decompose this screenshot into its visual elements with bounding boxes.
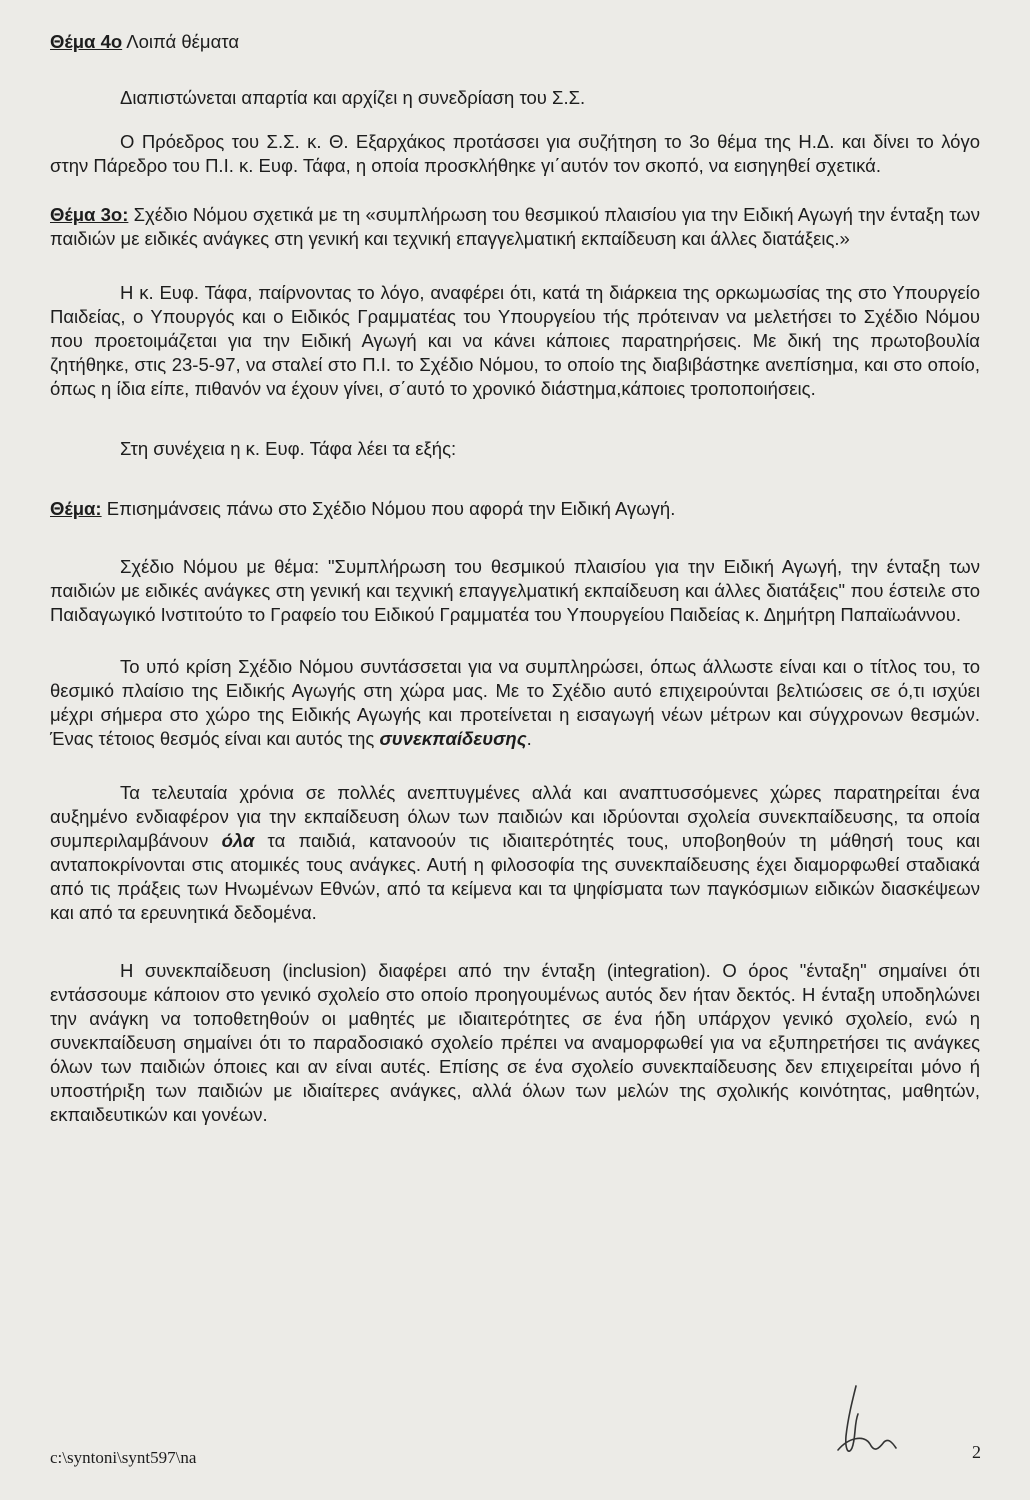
file-path: c:\syntoni\synt597\na: [50, 1448, 197, 1467]
topic3-text: Σχέδιο Νόμου σχετικά με τη «συμπλήρωση του θεσμικού πλαισίου για την Ειδική Αγωγή την ένταξη των παιδιών με ειδικές ανάγκες στη γενική και τεχνική επαγγελματική εκπαίδευση και άλλες διατάξεις.»: [50, 204, 980, 249]
paragraph-6: Η συνεκπαίδευση (inclusion) διαφέρει από την ένταξη (integration). Ο όρος "ένταξη" σημαίνει ότι εντάσσουμε κάποιον στο γενικό σχολείο στο οποίο προηγουμένως αυτός δεν ήταν δεκτός. Η ένταξη υποδηλώνει την ανάγκη να τοποθετηθούν οι μαθητές με ιδιαιτερότητες σε ένα ήδη υπάρχον γενικό σχολείο, ενώ η συνεκπαίδευση σημαίνει ότι το παραδοσιακό σχολείο πρέπει να αναμορφωθεί για να εξυπηρετήσει τις ανάγκες όλων των παιδιών όποιες και αν είναι αυτές. Επίσης σε ένα σχολείο συνεκπαίδευσης δεν επιχειρείται μόνο ή υποστήριξη των παιδιών με ιδιαίτερες ανάγκες, αλλά όλων των μελών της σχολικής κοινότητας, μαθητών, εκπαιδευτικών και γονέων.: [50, 960, 980, 1125]
president-paragraph: Ο Πρόεδρος του Σ.Σ. κ. Θ. Εξαρχάκος προτάσσει για συζήτηση το 3ο θέμα της Η.Δ. και δίνει το λόγο στην Πάρεδρο του Π.Ι. κ. Ευφ. Τάφα, η οποία προσκλήθηκε γι΄αυτόν τον σκοπό, να εισηγηθεί σχετικά.: [50, 131, 980, 176]
paragraph-4-main: Το υπό κρίση Σχέδιο Νόμου συντάσσεται για να συμπληρώσει, όπως άλλωστε είναι και ο τίτλος του, το θεσμικό πλαίσιο της Ειδικής Αγωγής στη χώρα μας. Με το Σχέδιο αυτό επιχειρούνται βελτιώσεις σε ό,τι ισχύει μέχρι σήμερα στο χώρο της Ειδικής Αγωγής και προτείνεται η εισαγωγή νέων μέτρων και σύγχρονων θεσμών. Ένας τέτοιος θεσμός είναι και αυτός της: [50, 656, 980, 749]
other-topics-text: Λοιπά θέματα: [122, 31, 240, 52]
document-body: [50, 30, 980, 1127]
signature-mark: [818, 1378, 898, 1468]
topic3-paragraph: [50, 203, 980, 251]
paragraph-5-emphasis: όλα: [221, 830, 255, 851]
topic-paragraph: [50, 497, 980, 521]
paragraph-2: Στη συνέχεια η κ. Ευφ. Τάφα λέει τα εξής:: [120, 438, 457, 459]
paragraph-4-end: .: [526, 728, 532, 749]
paragraph-3: Σχέδιο Νόμου με θέμα: "Συμπλήρωση του θεσμικού πλαισίου για την Ειδική Αγωγή, την ένταξη των παιδιών με ειδικές ανάγκες στη γενική και τεχνική επαγγελματική εκπαίδευση και άλλες διατάξεις" που έστειλε στο Παιδαγωγικό Ινστιτούτο το Γραφείο του Ειδικού Γραμματέα του Υπουργείου Παιδείας κ. Δημήτρη Παπαϊωάννου.: [50, 556, 980, 625]
paragraph-5-rest: τα παιδιά, κατανοούν τις ιδιαιτερότητές τους, υποβοηθούν τη μάθησή τους και ανταποκρίνονται στις ατομικές τους ανάγκες. Αυτή η φιλοσοφία της συνεκπαίδευσης έχει διαμορφωθεί σταδιακά από τις πράξεις των Ηνωμένων Εθνών, από τα κείμενα και τα ψηφίσματα των παγκόσμιων ειδικών διασκέψεων και από τα ερευνητικά δεδομένα.: [50, 830, 980, 923]
topic-text: Επισημάνσεις πάνω στο Σχέδιο Νόμου που αφορά την Ειδική Αγωγή.: [101, 498, 676, 519]
paragraph-4-emphasis: συνεκπαίδευσης: [379, 728, 527, 749]
topic-label: Θέμα:: [50, 498, 102, 519]
topic3-label: Θέμα 3ο:: [50, 204, 129, 225]
paragraph-4: [50, 655, 980, 751]
paragraph-1: Η κ. Ευφ. Τάφα, παίρνοντας το λόγο, αναφέρει ότι, κατά τη διάρκεια της ορκωμωσίας της στο Υπουργείο Παιδείας, ο Υπουργός και ο Ειδικός Γραμματέας του Υπουργείου τής πρότειναν να μελετήσει το Σχέδιο Νόμου που προετοιμάζεται για την Ειδική Αγωγή και να κάνει κάποιες παρατηρήσεις. Με δική της πρωτοβουλία ζητήθηκε, στις 23-5-97, να σταλεί στο Π.Ι. το Σχέδιο Νόμου, το οποίο της διαβιβάστηκε ανεπίσημα, και στο οποίο, όπως η ίδια είπε, πιθανόν να έχουν γίνει, σ΄αυτό το χρονικό διάστημα,κάποιες τροποποιήσεις.: [50, 282, 980, 399]
other-topics-label: Θέμα 4ο: [50, 31, 123, 52]
page-number: 2: [972, 1442, 981, 1462]
paragraph-5: [50, 781, 980, 925]
other-topics-heading: [50, 30, 980, 54]
quorum-paragraph: Διαπιστώνεται απαρτία και αρχίζει η συνεδρίαση του Σ.Σ.: [120, 87, 586, 108]
paragraph-5-start: Τα τελευταία χρόνια σε πολλές ανεπτυγμένες αλλά και αναπτυσσόμενες χώρες παρατηρείται ένα αυξημένο ενδιαφέρον για την εκπαίδευση όλων των παιδιών και ιδρύονται σχολεία συνεκπαίδευσης, τα οποία συμπεριλαμβάνουν: [50, 782, 980, 851]
